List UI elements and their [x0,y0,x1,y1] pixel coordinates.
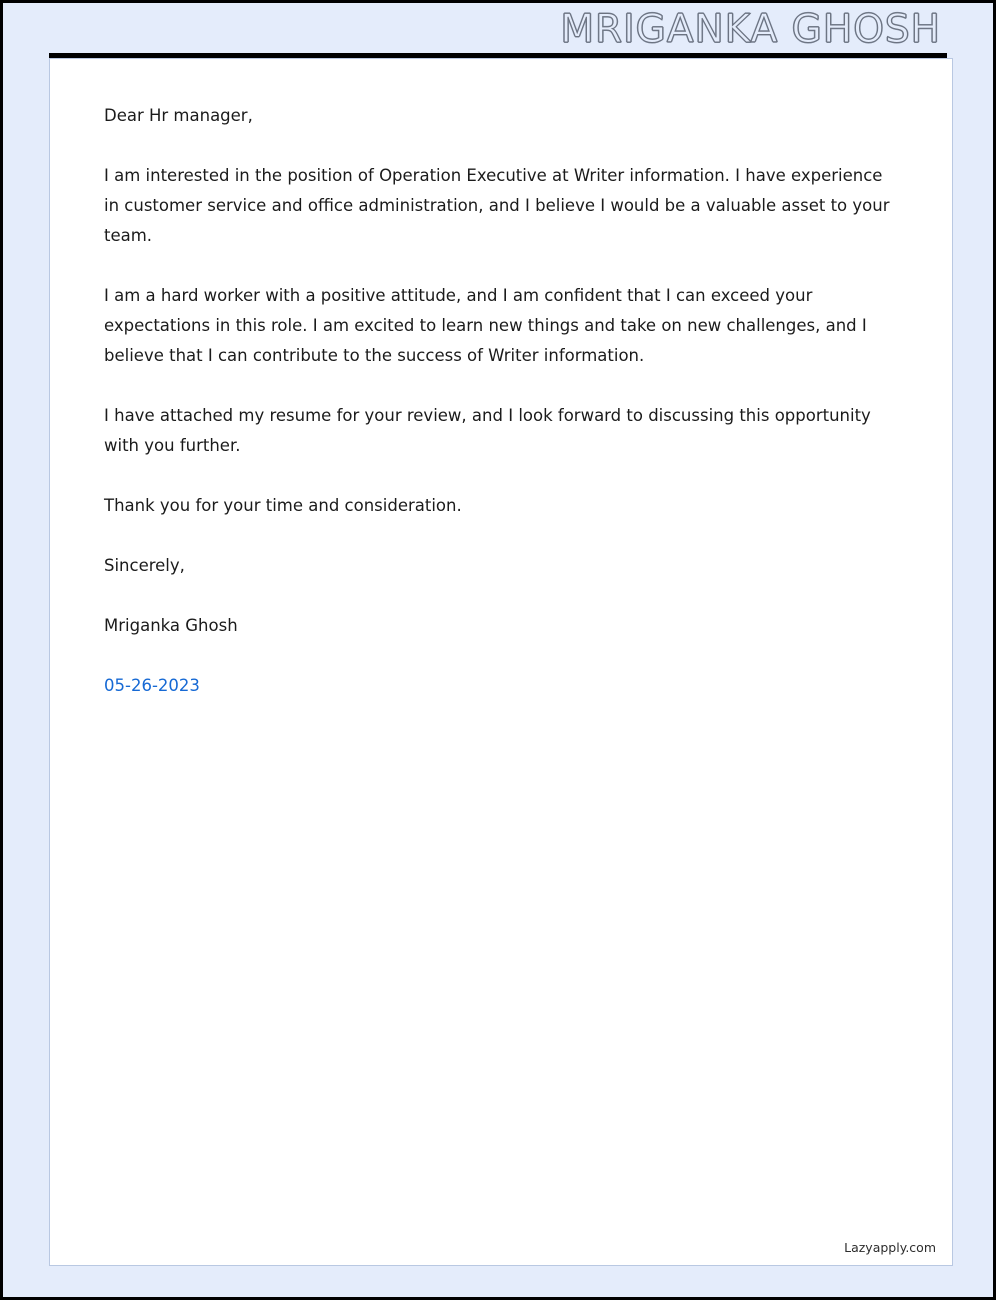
letter-closing: Sincerely, [104,556,185,575]
page-title: MRIGANKA GHOSH [560,6,941,52]
letter-date: 05-26-2023 [104,676,200,695]
letter-salutation: Dear Hr manager, [104,106,253,125]
letter-paragraph-2: I am a hard worker with a positive attitude, and I am confident that I can exceed your expectations in this role. I am excited to learn new things and take on new challenges, and I believe that I can contribute to the success of Writer information. [104,286,867,365]
signature-name: Mriganka Ghosh [104,616,238,635]
letter-paragraph-1: I am interested in the position of Operation Executive at Writer information. I have experience in customer service and office administration, and I believe I would be a valuable asset to your team. [104,166,890,245]
footer-credit: Lazyapply.com [844,1240,936,1255]
document-header [3,3,993,55]
letter-body [104,101,894,701]
letter-paragraph-3: I have attached my resume for your review, and I look forward to discussing this opportunity with you further. [104,406,871,455]
letter-paragraph-4: Thank you for your time and consideration. [104,496,462,515]
letter-sheet [49,58,953,1266]
